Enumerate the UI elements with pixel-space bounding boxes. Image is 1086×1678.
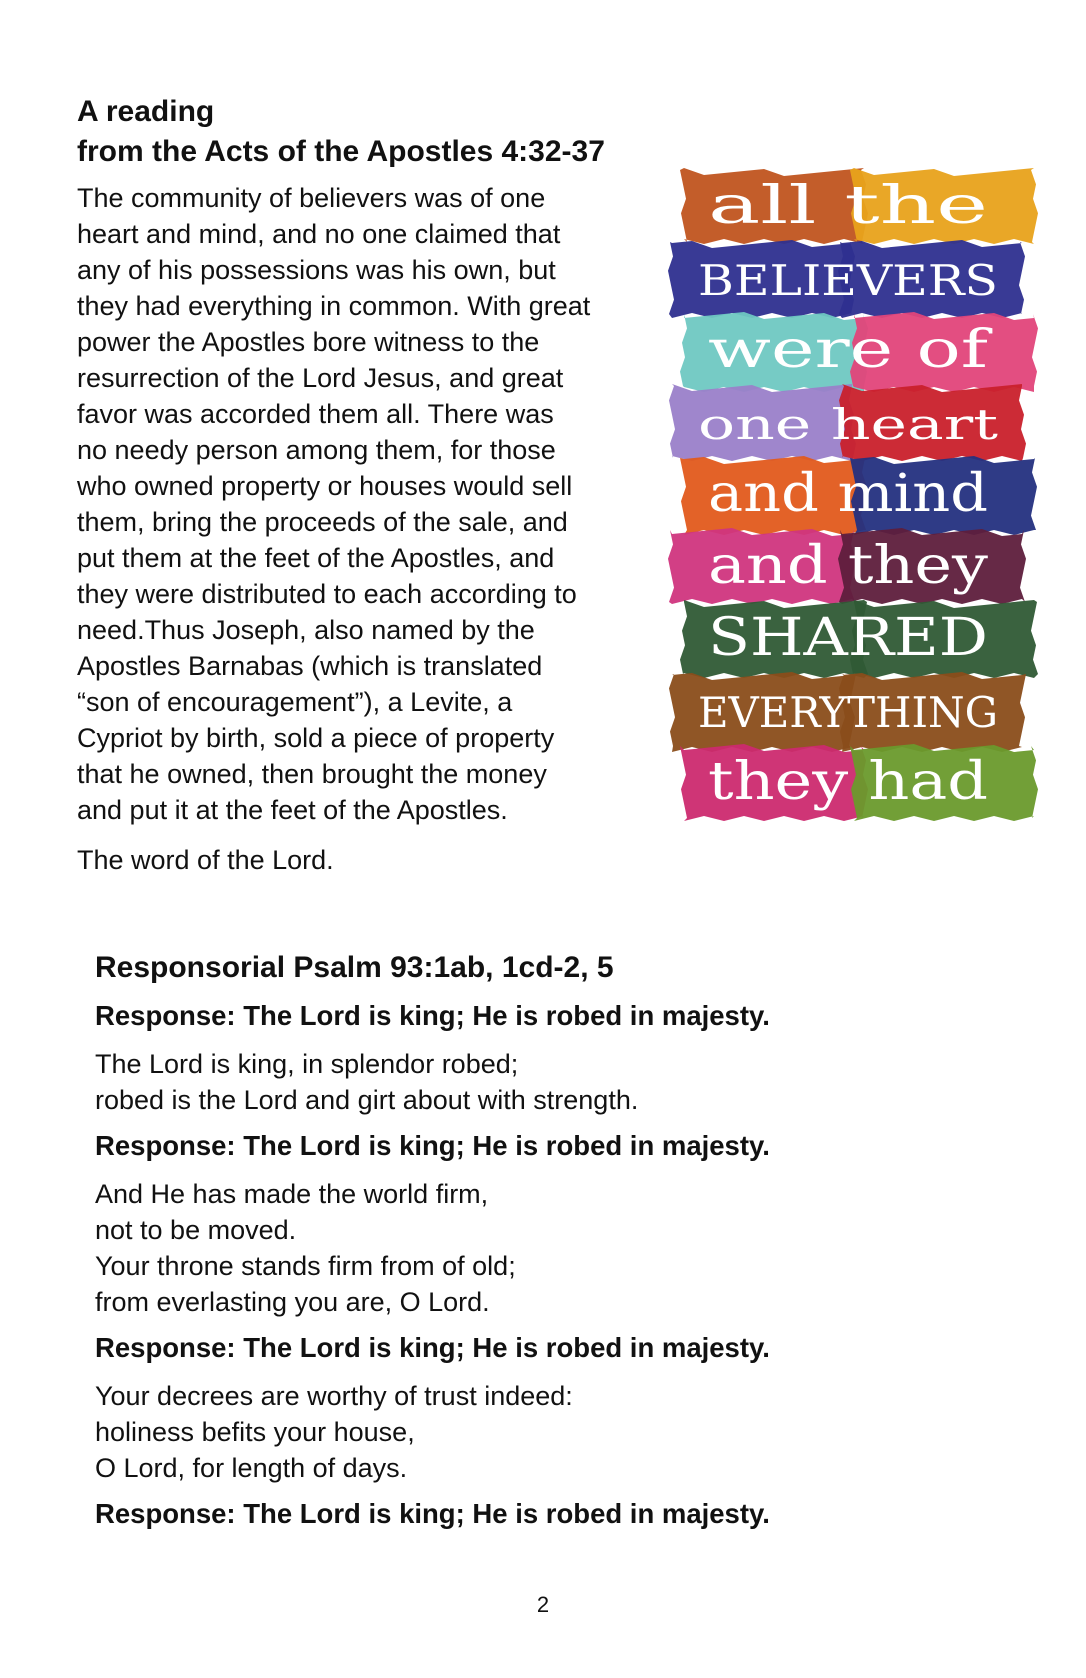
verse-line: not to be moved.: [95, 1215, 297, 1245]
psalm-title: Responsorial Psalm 93:1ab, 1cd-2, 5: [95, 951, 614, 984]
reading-line: and put it at the feet of the Apostles.: [77, 795, 508, 825]
responsorial-psalm: [95, 948, 995, 1544]
reading-heading: [77, 92, 657, 172]
artwork-word: and they: [708, 536, 989, 596]
psalm-verse: [95, 1378, 995, 1486]
first-reading: [77, 92, 657, 878]
reading-heading-line2: from the Acts of the Apostles 4:32-37: [77, 135, 605, 168]
psalm-response: Response: The Lord is king; He is robed in majesty.: [95, 1000, 770, 1031]
artwork-word: they had: [708, 752, 988, 812]
psalm-response: Response: The Lord is king; He is robed in majesty.: [95, 1498, 770, 1529]
reading-line: The community of believers was of one: [77, 183, 546, 213]
reading-line: resurrection of the Lord Jesus, and great: [77, 363, 564, 393]
verse-line: from everlasting you are, O Lord.: [95, 1287, 490, 1317]
artwork-word: BELIEVERS: [698, 256, 998, 305]
reading-line: “son of encouragement”), a Levite, a: [77, 687, 513, 717]
psalm-response: Response: The Lord is king; He is robed in majesty.: [95, 1130, 770, 1161]
reading-line: that he owned, then brought the money: [77, 759, 547, 789]
artwork-word: and mind: [708, 464, 988, 524]
reading-line: they had everything in common. With great: [77, 291, 591, 321]
artwork-word: all the: [708, 176, 988, 236]
artwork-word: EVERYTHING: [698, 688, 998, 737]
artwork-svg: [660, 160, 1040, 860]
artwork-word: one heart: [698, 400, 999, 449]
verse-line: And He has made the world firm,: [95, 1179, 489, 1209]
reading-line: need.Thus Joseph, also named by the: [77, 615, 535, 645]
reading-line: who owned property or houses would sell: [77, 471, 573, 501]
verse-line: O Lord, for length of days.: [95, 1453, 408, 1483]
reading-line: put them at the feet of the Apostles, and: [77, 543, 555, 573]
reading-line: favor was accorded them all. There was: [77, 399, 554, 429]
reading-closing: The word of the Lord.: [77, 845, 334, 875]
reading-line: they were distributed to each according to: [77, 579, 577, 609]
reading-line: Apostles Barnabas (which is translated: [77, 651, 543, 681]
reading-line: any of his possessions was his own, but: [77, 255, 556, 285]
artwork-word: were of: [708, 320, 994, 380]
reading-line: power the Apostles bore witness to the: [77, 327, 540, 357]
reading-line: heart and mind, and no one claimed that: [77, 219, 561, 249]
psalm-verse: [95, 1046, 995, 1118]
verse-line: Your decrees are worthy of trust indeed:: [95, 1381, 573, 1411]
artwork-word: SHARED: [708, 608, 988, 668]
calligraphy-artwork: [660, 160, 1040, 860]
verse-line: The Lord is king, in splendor robed;: [95, 1049, 519, 1079]
reading-line: no needy person among them, for those: [77, 435, 556, 465]
psalm-response: Response: The Lord is king; He is robed in majesty.: [95, 1332, 770, 1363]
reading-body: [77, 180, 657, 828]
reading-line: Cypriot by birth, sold a piece of property: [77, 723, 555, 753]
verse-line: robed is the Lord and girt about with strength.: [95, 1085, 639, 1115]
verse-line: holiness befits your house,: [95, 1417, 415, 1447]
page-number: 2: [536, 1592, 550, 1617]
verse-line: Your throne stands firm from of old;: [95, 1251, 516, 1281]
psalm-verse: [95, 1176, 995, 1320]
reading-line: them, bring the proceeds of the sale, and: [77, 507, 568, 537]
reading-heading-line1: A reading: [77, 95, 215, 128]
